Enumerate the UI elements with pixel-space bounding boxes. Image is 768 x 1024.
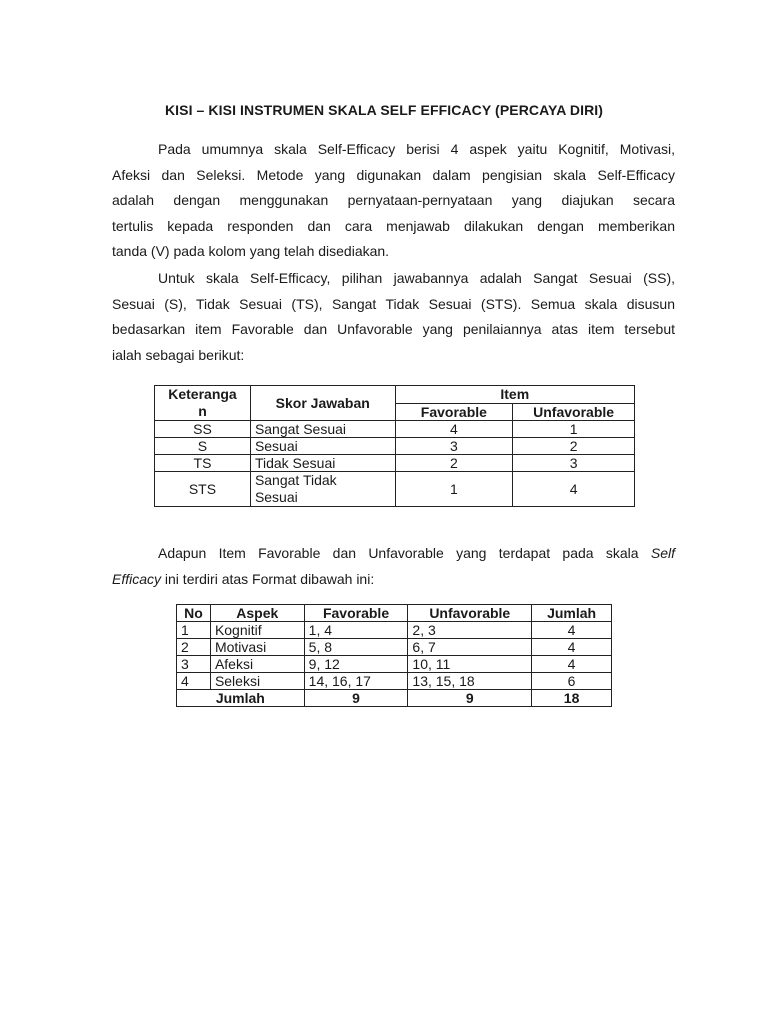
cell-keterangan: SS	[155, 421, 251, 438]
header-no: No	[177, 605, 211, 622]
header-jumlah: Jumlah	[532, 605, 612, 622]
cell-total-favorable: 9	[304, 690, 408, 707]
cell-favorable: 5, 8	[304, 639, 408, 656]
cell-no: 2	[177, 639, 211, 656]
cell-favorable: 1	[395, 472, 513, 507]
cell-favorable: 3	[395, 438, 513, 455]
table-row	[155, 455, 635, 472]
table-row	[177, 622, 612, 639]
cell-unfavorable: 13, 15, 18	[408, 673, 532, 690]
cell-skor: Sesuai	[250, 438, 395, 455]
cell-no: 1	[177, 622, 211, 639]
cell-unfavorable: 1	[513, 421, 635, 438]
header-favorable: Favorable	[395, 403, 513, 421]
cell-unfavorable: 2	[513, 438, 635, 455]
cell-skor: Sangat Tidak Sesuai	[250, 472, 395, 507]
paragraph-line: Sesuai (S), Tidak Sesuai (TS), Sangat Tidak Sesuai (STS). Semua skala disusun	[112, 295, 675, 312]
paragraph-line: tertulis kepada responden dan cara menjawab dilakukan dengan memberikan	[112, 217, 675, 234]
header-favorable: Favorable	[304, 605, 408, 622]
cell-total-unfavorable: 9	[408, 690, 532, 707]
cell-no: 4	[177, 673, 211, 690]
score-table	[154, 385, 635, 507]
table-total-row	[177, 690, 612, 707]
table-row	[155, 438, 635, 455]
table-row	[177, 639, 612, 656]
document-title: KISI – KISI INSTRUMEN SKALA SELF EFFICACY (PERCAYA DIRI)	[164, 102, 604, 118]
cell-favorable: 2	[395, 455, 513, 472]
cell-favorable: 1, 4	[304, 622, 408, 639]
cell-jumlah: 6	[532, 673, 612, 690]
cell-aspek: Seleksi	[210, 673, 304, 690]
paragraph-line: Pada umumnya skala Self-Efficacy berisi 4 aspek yaitu Kognitif, Motivasi,	[158, 141, 675, 157]
cell-skor: Sangat Sesuai	[250, 421, 395, 438]
table-row	[177, 673, 612, 690]
header-unfavorable: Unfavorable	[513, 403, 635, 421]
paragraph-intro	[112, 137, 675, 265]
paragraph-italic: Self	[650, 545, 676, 561]
paragraph-line: Untuk skala Self-Efficacy, pilihan jawabannya adalah Sangat Sesuai (SS),	[158, 270, 675, 286]
cell-keterangan: S	[155, 438, 251, 455]
cell-jumlah: 4	[532, 656, 612, 673]
paragraph-format	[112, 541, 675, 592]
paragraph-line: bedasarkan item Favorable dan Unfavorable yang penilaiannya atas item tersebut	[112, 321, 675, 338]
paragraph-text: Adapun Item Favorable dan Unfavorable yang terdapat pada skala	[158, 545, 639, 561]
cell-total-jumlah: 18	[532, 690, 612, 707]
cell-no: 3	[177, 656, 211, 673]
paragraph-italic: Efficacy	[112, 570, 162, 587]
table-row	[155, 421, 635, 438]
cell-aspek: Motivasi	[210, 639, 304, 656]
header-aspek: Aspek	[210, 605, 304, 622]
cell-total-label: Jumlah	[177, 690, 305, 707]
cell-unfavorable: 3	[513, 455, 635, 472]
cell-favorable: 9, 12	[304, 656, 408, 673]
paragraph-line	[112, 541, 675, 567]
header-item: Item	[395, 386, 634, 404]
paragraph-text: ini terdiri atas Format dibawah ini:	[161, 570, 375, 587]
aspect-table	[176, 604, 612, 707]
paragraph-scale	[112, 266, 675, 368]
cell-aspek: Kognitif	[210, 622, 304, 639]
cell-unfavorable: 6, 7	[408, 639, 532, 656]
cell-aspek: Afeksi	[210, 656, 304, 673]
header-skor-jawaban: Skor Jawaban	[250, 386, 395, 421]
paragraph-line: adalah dengan menggunakan pernyataan-pernyataan yang diajukan secara	[112, 192, 675, 209]
cell-keterangan: TS	[155, 455, 251, 472]
cell-jumlah: 4	[532, 622, 612, 639]
header-keterangan: Keteranga n	[155, 386, 251, 421]
cell-skor: Tidak Sesuai	[250, 455, 395, 472]
cell-unfavorable: 2, 3	[408, 622, 532, 639]
cell-favorable: 4	[395, 421, 513, 438]
paragraph-line: tanda (V) pada kolom yang telah disediakan.	[112, 243, 390, 260]
table-row	[177, 656, 612, 673]
cell-keterangan: STS	[155, 472, 251, 507]
cell-favorable: 14, 16, 17	[304, 673, 408, 690]
table-row	[155, 472, 635, 507]
paragraph-line: Afeksi dan Seleksi. Metode yang digunakan dalam pengisian skala Self-Efficacy	[112, 166, 675, 183]
paragraph-line: ialah sebagai berikut:	[112, 346, 245, 363]
cell-unfavorable: 10, 11	[408, 656, 532, 673]
header-unfavorable: Unfavorable	[408, 605, 532, 622]
paragraph-line	[112, 567, 675, 593]
cell-jumlah: 4	[532, 639, 612, 656]
cell-unfavorable: 4	[513, 472, 635, 507]
